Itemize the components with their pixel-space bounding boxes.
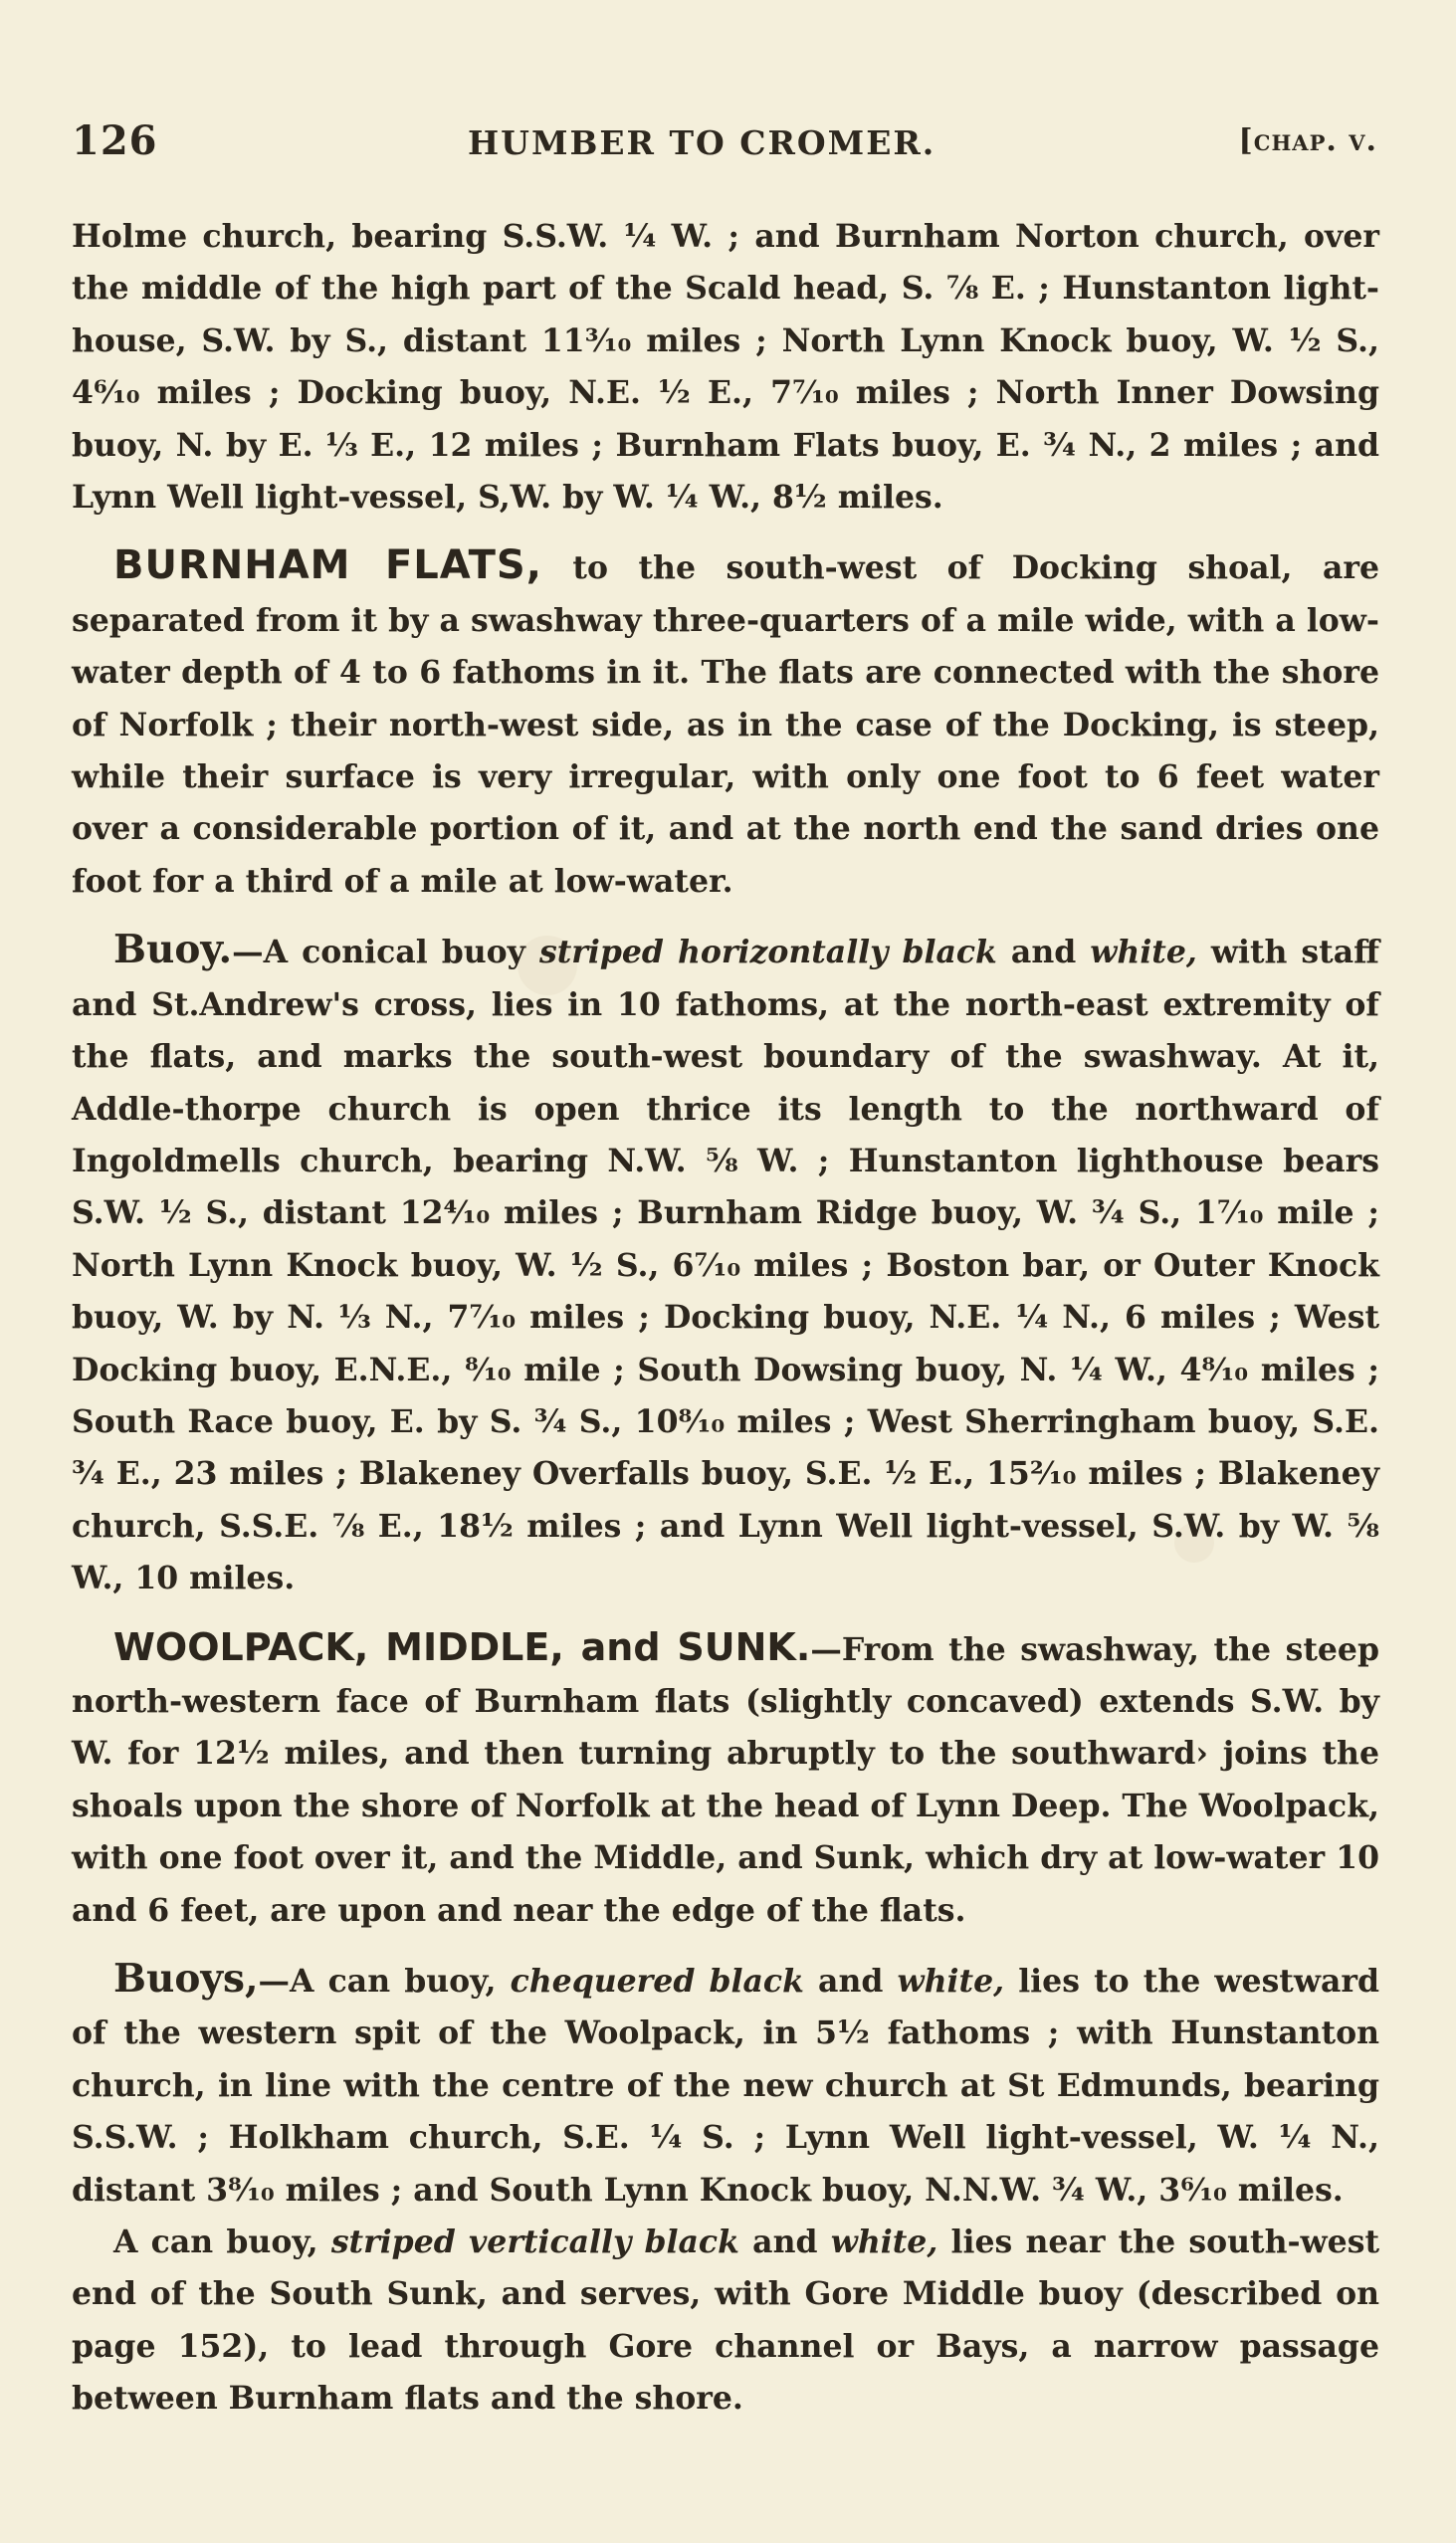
section-heading-burnham-flats: BURNHAM FLATS, bbox=[113, 542, 542, 589]
italic-text: white, bbox=[1090, 934, 1197, 971]
paragraph-text: lies to the westward of the western spit of the Woolpack, in 5½ fathoms ; with Hunstanton church, in line with the centre of the new church at St Edmunds, bearing S.S.W. ; Holkham church, S.E. ¼ S. ; Lynn Well light-vessel, W. ¼ N., distant 3⁸⁄₁₀ miles ; and South Lynn Knock buoy, N.N.W. ¾ W., 3⁶⁄₁₀ miles. bbox=[72, 1963, 1379, 2209]
paragraph-text: A can buoy, bbox=[113, 2224, 331, 2261]
italic-text: white, bbox=[897, 1963, 1005, 2000]
paragraph-buoys bbox=[72, 1953, 1379, 2217]
paragraph-text: —A can buoy, bbox=[258, 1963, 511, 2000]
paragraph-text: to the south-west of Docking shoal, are separated from it by a swashway three-quarters of a mile wide, with a low-water depth of 4 to 6 fathoms in it. The flats are connected with the shore of Norfolk ; their north-west side, as in the case of the Docking, is steep, while their surface is very irregular, with only one foot to 6 feet water over a considerable portion of it, and at the north end the sand dries one foot for a third of a mile at low-water. bbox=[72, 549, 1379, 900]
page-body bbox=[72, 211, 1379, 2426]
paragraph-text: Holme church, bearing S.S.W. ¼ W. ; and Burnham Norton church, over the middle of the high part of the Scald head, S. ⅞ E. ; Hunstanton light-house, S.W. by S., distant 11³⁄₁₀ miles ; North Lynn Knock buoy, W. ½ S., 4⁶⁄₁₀ miles ; Docking buoy, N.E. ½ E., 7⁷⁄₁₀ miles ; North Inner Dowsing buoy, N. by E. ⅓ E., 12 miles ; Burnham Flats buoy, E. ¾ N., 2 miles ; and Lynn Well light-vessel, S,W. by W. ¼ W., 8½ miles. bbox=[72, 218, 1379, 517]
section-heading-buoy: Buoy. bbox=[113, 927, 233, 973]
paragraph-text: and bbox=[803, 1963, 898, 2000]
chapter-reference: [chap. v. bbox=[1238, 123, 1377, 158]
page-header bbox=[72, 117, 1377, 177]
paragraph-text: lies near the south-west end of the South Sunk, and serves, with Gore Middle buoy (described on page 152), to lead through Gore channel or Bays, a narrow passage between Burnham flats and the shore. bbox=[72, 2224, 1379, 2418]
italic-text: chequered black bbox=[510, 1963, 804, 2000]
section-heading-buoys: Buoys, bbox=[113, 1956, 259, 2002]
page-number: 126 bbox=[72, 117, 158, 164]
italic-text: white, bbox=[830, 2224, 938, 2261]
italic-text: striped horizontally black bbox=[539, 934, 997, 971]
italic-text: striped vertically black bbox=[330, 2224, 739, 2261]
paragraph-text: and bbox=[996, 934, 1091, 971]
paragraph-woolpack bbox=[72, 1621, 1379, 1937]
paragraph-text: and bbox=[738, 2224, 831, 2261]
section-heading-woolpack: WOOLPACK, MIDDLE, and SUNK. bbox=[113, 1624, 811, 1669]
paragraph-can-buoy-sunk bbox=[72, 2217, 1379, 2426]
paragraph-burnham-flats bbox=[72, 539, 1379, 908]
running-head: HUMBER TO CROMER. bbox=[468, 123, 936, 162]
paragraph-buoy bbox=[72, 924, 1379, 1604]
paragraph-text: —A conical buoy bbox=[232, 934, 539, 971]
paragraph-holme-church bbox=[72, 211, 1379, 524]
paragraph-text: with staff and St.Andrew's cross, lies in 10 fathoms, at the north-east extremity of the flats, and marks the south-west boundary of the swashway. At it, Addle-thorpe church is open thrice its length to the northward of Ingoldmells church, bearing N.W. ⅝ W. ; Hunstanton lighthouse bears S.W. ½ S., distant 12⁴⁄₁₀ miles ; Burnham Ridge buoy, W. ¾ S., 1⁷⁄₁₀ mile ; North Lynn Knock buoy, W. ½ S., 6⁷⁄₁₀ miles ; Boston bar, or Outer Knock buoy, W. by N. ⅓ N., 7⁷⁄₁₀ miles ; Docking buoy, N.E. ¼ N., 6 miles ; West Docking buoy, E.N.E., ⁸⁄₁₀ mile ; South Dowsing buoy, N. ¼ W., 4⁸⁄₁₀ miles ; South Race buoy, E. by S. ¾ S., 10⁸⁄₁₀ miles ; West Sherringham buoy, S.E. ¾ E., 23 miles ; Blakeney Overfalls buoy, S.E. ½ E., 15²⁄₁₀ miles ; Blakeney church, S.S.E. ⅞ E., 18½ miles ; and Lynn Well light-vessel, S.W. by W. ⅝ W., 10 miles. bbox=[72, 934, 1379, 1597]
paragraph-text: —From the swashway, the steep north-western face of Burnham flats (slightly concaved) extends S.W. by W. for 12½ miles, and then turning abruptly to the southward› joins the shoals upon the shore of Norfolk at the head of Lynn Deep. The Woolpack, with one foot over it, and the Middle, and Sunk, which dry at low-water 10 and 6 feet, are upon and near the edge of the flats. bbox=[72, 1630, 1380, 1929]
